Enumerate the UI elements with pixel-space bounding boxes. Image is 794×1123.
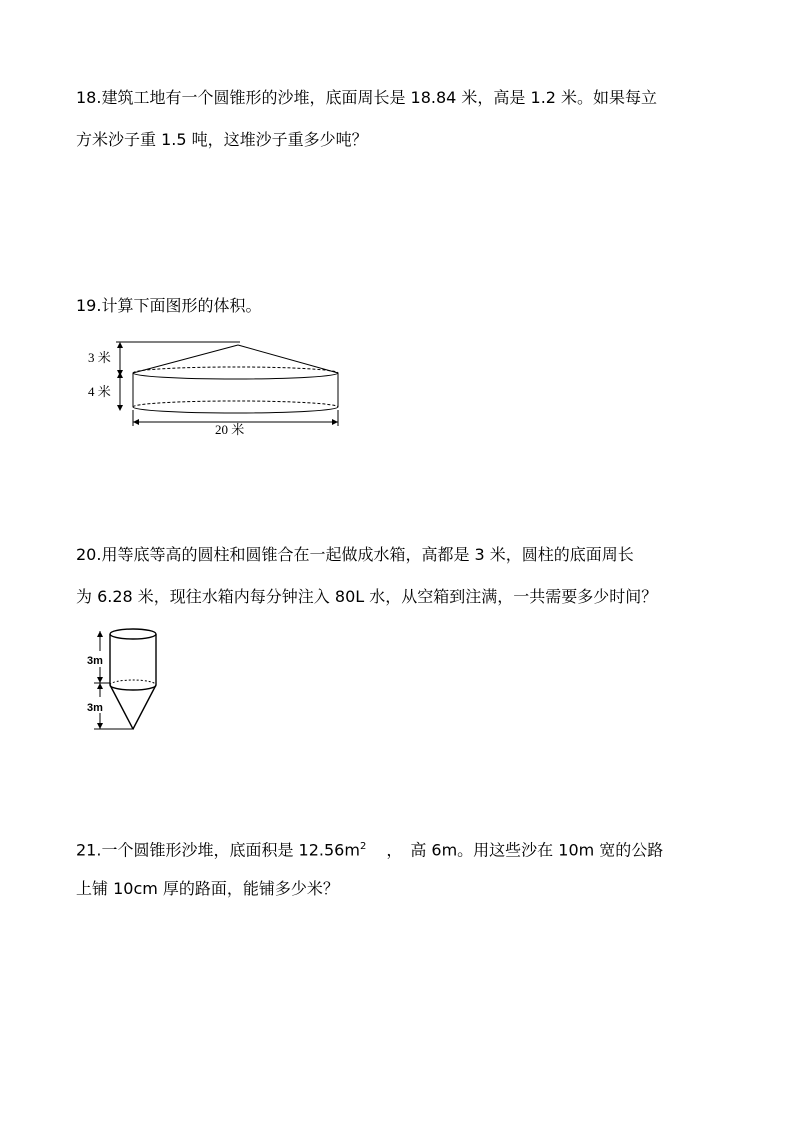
q20-label-cylinder-height: 3m <box>87 655 103 667</box>
q19-label-4m: 4 米 <box>88 384 111 399</box>
q21-line-1 <box>76 837 663 860</box>
q20-label-cone-height: 3m <box>87 702 103 714</box>
q21-superscript: 2 <box>359 841 367 852</box>
q20-line-2: 为 6.28 米，现往水箱内每分钟注入 80L 水，从空箱到注满，一共需要多少时间？ <box>76 587 658 606</box>
q21-line-1-comma: ， <box>386 840 403 860</box>
q18-line-2: 方米沙子重 1.5 吨，这堆沙子重多少吨？ <box>76 130 368 149</box>
q18-line-1: 18.建筑工地有一个圆锥形的沙堆，底面周长是 18.84 米，高是 1.2 米。如果每立 <box>76 88 658 107</box>
q20-figure-water-tank <box>84 625 164 737</box>
q21-line-2: 上铺 10cm 厚的路面，能铺多少米？ <box>76 879 339 898</box>
q19-line-1: 19.计算下面图形的体积。 <box>76 296 262 315</box>
q19-figure-cone-on-cylinder <box>80 336 350 442</box>
q19-label-20m: 20 米 <box>215 422 245 437</box>
q21-line-1-part-c: 高 6m。用这些沙在 10m 宽的公路 <box>410 840 664 860</box>
q19-label-3m: 3 米 <box>88 350 111 365</box>
q21-line-1-part-a: 21.一个圆锥形沙堆，底面积是 12.56m <box>76 840 360 860</box>
q20-line-1: 20.用等底等高的圆柱和圆锥合在一起做成水箱，高都是 3 米，圆柱的底面周长 <box>76 545 634 564</box>
